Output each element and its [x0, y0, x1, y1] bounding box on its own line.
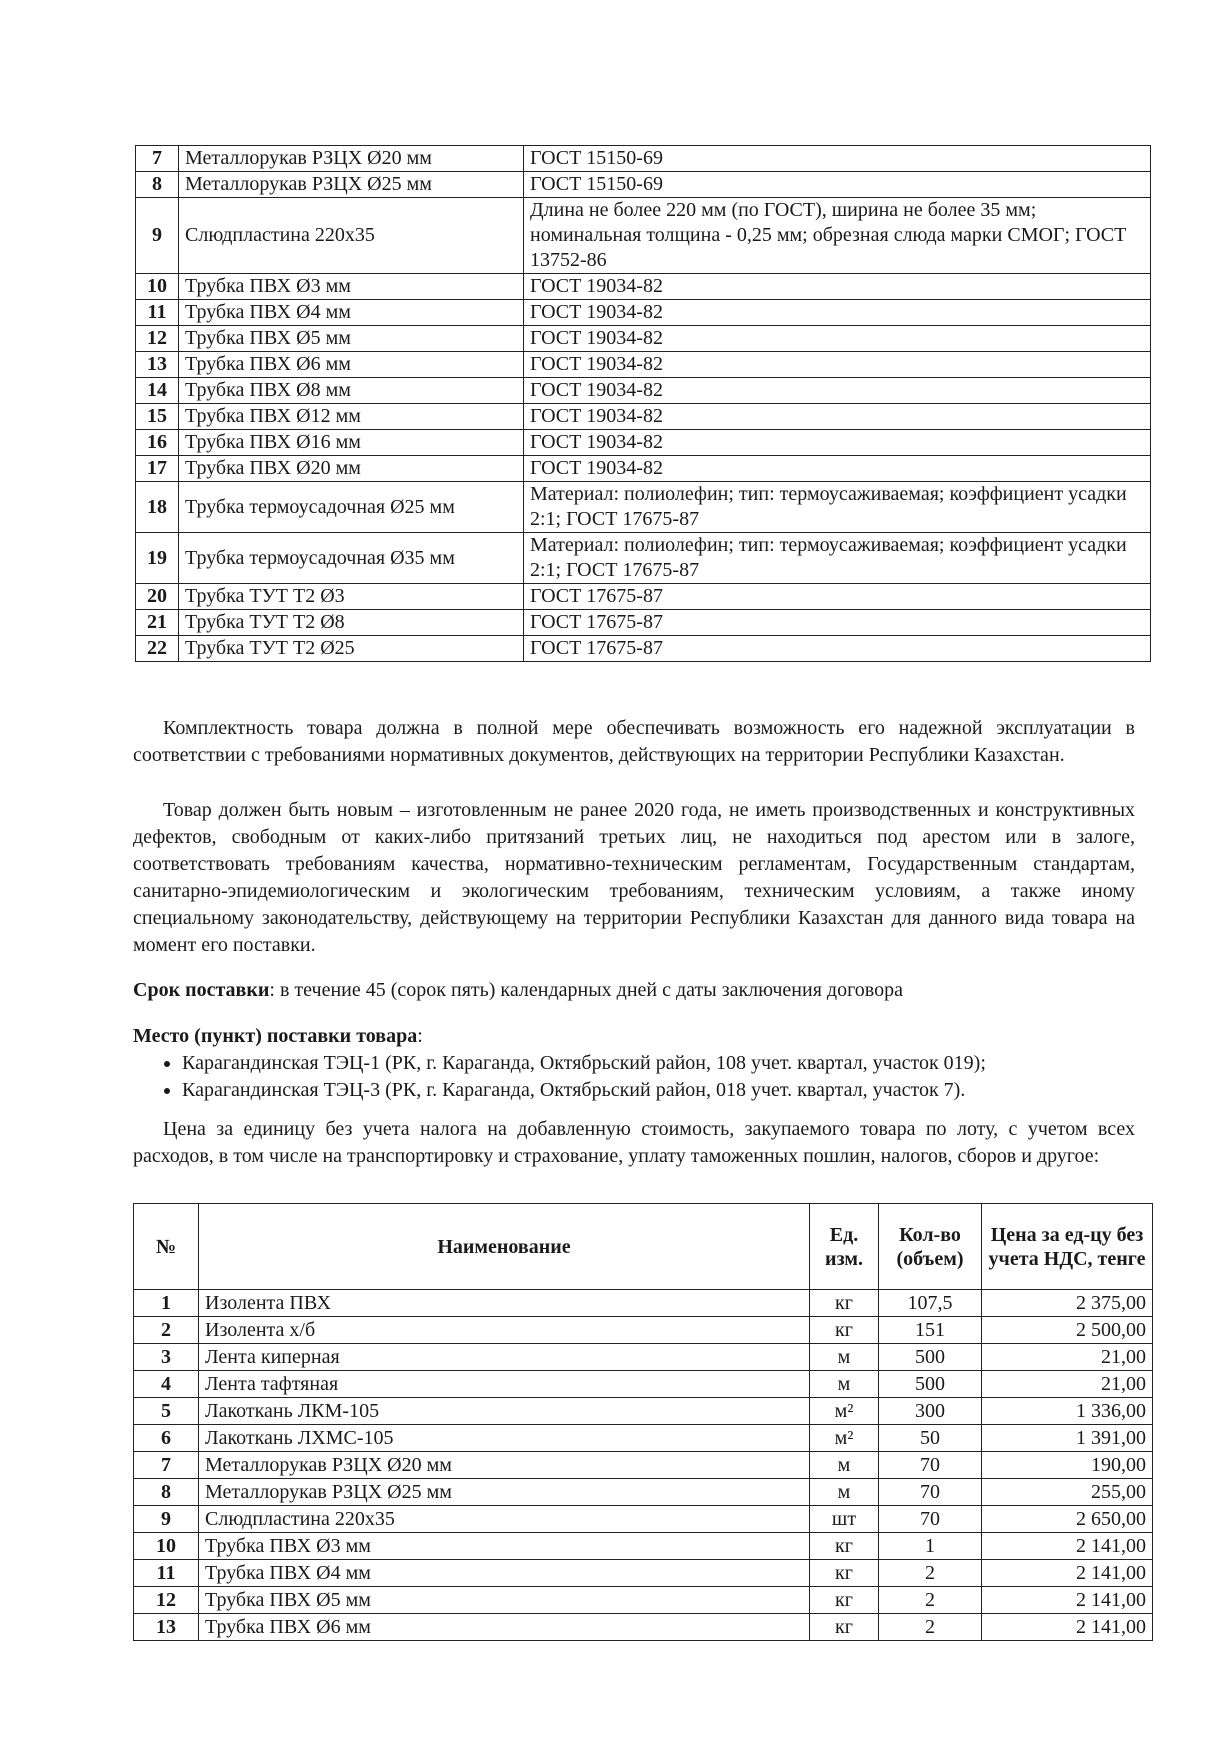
- spec-table-row: [136, 146, 1151, 172]
- price-row-unit: шт: [810, 1506, 879, 1533]
- price-row-qty: 151: [879, 1317, 982, 1344]
- completeness-paragraph: Комплектность товара должна в полной мере обеспечивать возможность его надежной эксплуатации в соответствии с требованиями нормативных документов, действующих на территории Республики Казахстан.: [133, 717, 1135, 766]
- spec-row-name: Трубка ПВХ Ø6 мм: [179, 352, 524, 378]
- price-table-row: [134, 1614, 1153, 1641]
- spec-row-name: Трубка ТУТ Т2 Ø8: [179, 610, 524, 636]
- price-table-row: [134, 1344, 1153, 1371]
- header-name: Наименование: [199, 1204, 810, 1290]
- price-row-price: 255,00: [982, 1479, 1153, 1506]
- spec-row-name: Трубка ПВХ Ø12 мм: [179, 404, 524, 430]
- price-row-number: 4: [134, 1371, 199, 1398]
- header-price: Цена за ед-цу без учета НДС, тенге: [982, 1204, 1153, 1290]
- spec-row-standard: ГОСТ 17675-87: [524, 636, 1151, 662]
- price-row-qty: 2: [879, 1587, 982, 1614]
- price-table-row: [134, 1425, 1153, 1452]
- price-row-number: 3: [134, 1344, 199, 1371]
- spec-row-number: 8: [136, 172, 179, 198]
- price-row-name: Трубка ПВХ Ø5 мм: [199, 1587, 810, 1614]
- spec-table-row: [136, 300, 1151, 326]
- price-table-row: [134, 1371, 1153, 1398]
- price-row-qty: 300: [879, 1398, 982, 1425]
- price-row-name: Слюдпластина 220х35: [199, 1506, 810, 1533]
- price-row-name: Лакоткань ЛХМС-105: [199, 1425, 810, 1452]
- price-row-name: Лакоткань ЛКМ-105: [199, 1398, 810, 1425]
- spec-row-number: 18: [136, 482, 179, 533]
- price-table-header-row: [134, 1204, 1153, 1290]
- delivery-term-label: Срок поставки: [133, 979, 270, 1001]
- price-table: [133, 1203, 1153, 1641]
- spec-row-name: Металлорукав РЗЦХ Ø25 мм: [179, 172, 524, 198]
- price-row-price: 2 650,00: [982, 1506, 1153, 1533]
- spec-row-name: Трубка ПВХ Ø5 мм: [179, 326, 524, 352]
- spec-row-standard: ГОСТ 19034-82: [524, 352, 1151, 378]
- price-row-qty: 2: [879, 1560, 982, 1587]
- price-row-unit: м: [810, 1371, 879, 1398]
- price-table-body: [134, 1290, 1153, 1641]
- spec-table-row: [136, 584, 1151, 610]
- specification-table-body: [136, 146, 1151, 662]
- price-row-number: 7: [134, 1452, 199, 1479]
- price-row-unit: м²: [810, 1398, 879, 1425]
- price-row-number: 11: [134, 1560, 199, 1587]
- spec-row-standard: ГОСТ 15150-69: [524, 172, 1151, 198]
- price-row-name: Трубка ПВХ Ø4 мм: [199, 1560, 810, 1587]
- price-row-name: Трубка ПВХ Ø3 мм: [199, 1533, 810, 1560]
- spec-table-row: [136, 636, 1151, 662]
- price-row-qty: 70: [879, 1506, 982, 1533]
- spec-row-number: 17: [136, 456, 179, 482]
- price-row-price: 2 375,00: [982, 1290, 1153, 1317]
- delivery-place-item: • Карагандинская ТЭЦ-1 (РК, г. Караганда, Октябрьский район, 108 учет. квартал, участок 019);: [182, 1050, 986, 1077]
- spec-row-name: Трубка ПВХ Ø16 мм: [179, 430, 524, 456]
- price-row-unit: м: [810, 1479, 879, 1506]
- price-table-row: [134, 1560, 1153, 1587]
- spec-row-number: 10: [136, 274, 179, 300]
- spec-row-standard: ГОСТ 19034-82: [524, 300, 1151, 326]
- price-row-price: 1 336,00: [982, 1398, 1153, 1425]
- price-row-unit: кг: [810, 1317, 879, 1344]
- price-row-price: 2 141,00: [982, 1614, 1153, 1641]
- price-row-number: 5: [134, 1398, 199, 1425]
- spec-table-row: [136, 482, 1151, 533]
- price-row-name: Лента тафтяная: [199, 1371, 810, 1398]
- price-table-row: [134, 1479, 1153, 1506]
- spec-row-standard: Материал: полиолефин; тип: термоусаживаемая; коэффициент усадки 2:1; ГОСТ 17675-87: [524, 482, 1151, 533]
- spec-table-row: [136, 378, 1151, 404]
- spec-row-number: 19: [136, 533, 179, 584]
- delivery-place-colon: :: [417, 1025, 423, 1047]
- price-row-name: Лента киперная: [199, 1344, 810, 1371]
- specification-table: [135, 145, 1151, 662]
- price-row-unit: м: [810, 1344, 879, 1371]
- price-row-unit: м²: [810, 1425, 879, 1452]
- spec-row-standard: ГОСТ 15150-69: [524, 146, 1151, 172]
- spec-table-row: [136, 456, 1151, 482]
- price-row-qty: 70: [879, 1479, 982, 1506]
- price-row-price: 2 141,00: [982, 1560, 1153, 1587]
- spec-row-name: Трубка ПВХ Ø20 мм: [179, 456, 524, 482]
- delivery-term-text: : в течение 45 (сорок пять) календарных дней с даты заключения договора: [269, 979, 903, 1001]
- price-table-row: [134, 1533, 1153, 1560]
- spec-table-row: [136, 326, 1151, 352]
- spec-table-row: [136, 172, 1151, 198]
- price-table-row: [134, 1317, 1153, 1344]
- delivery-place-label: Место (пункт) поставки товара: [133, 1025, 418, 1047]
- price-row-name: Изолента х/б: [199, 1317, 810, 1344]
- price-row-price: 2 141,00: [982, 1587, 1153, 1614]
- price-row-number: 8: [134, 1479, 199, 1506]
- spec-row-number: 11: [136, 300, 179, 326]
- spec-row-standard: ГОСТ 17675-87: [524, 610, 1151, 636]
- spec-row-number: 20: [136, 584, 179, 610]
- price-row-price: 2 141,00: [982, 1533, 1153, 1560]
- price-row-qty: 50: [879, 1425, 982, 1452]
- spec-table-row: [136, 610, 1151, 636]
- new-goods-paragraph: Товар должен быть новым – изготовленным не ранее 2020 года, не иметь производственных и конструктивных дефектов, свободным от каких-либо притязаний третьих лиц, не находиться под арестом или в залоге, соответствовать требованиям качества, нормативно-техническим регламентам, Государственным стандартам, санитарно-эпидемиологическим и экологическим требованиям, техническим условиям, а также иному специальному законодательству, действующему на территории Республики Казахстан для данного вида товара на момент его поставки.: [133, 799, 1135, 956]
- price-row-unit: кг: [810, 1587, 879, 1614]
- price-row-number: 1: [134, 1290, 199, 1317]
- spec-row-number: 14: [136, 378, 179, 404]
- price-table-row: [134, 1587, 1153, 1614]
- price-row-name: Металлорукав РЗЦХ Ø25 мм: [199, 1479, 810, 1506]
- delivery-place-heading: [133, 1023, 1135, 1050]
- spec-row-name: Металлорукав РЗЦХ Ø20 мм: [179, 146, 524, 172]
- spec-row-name: Трубка термоусадочная Ø25 мм: [179, 482, 524, 533]
- spec-row-standard: Длина не более 220 мм (по ГОСТ), ширина не более 35 мм; номинальная толщина - 0,25 мм; обрезная слюда марки СМОГ; ГОСТ 13752-86: [524, 198, 1151, 274]
- price-row-number: 10: [134, 1533, 199, 1560]
- price-row-name: Металлорукав РЗЦХ Ø20 мм: [199, 1452, 810, 1479]
- price-row-name: Трубка ПВХ Ø6 мм: [199, 1614, 810, 1641]
- price-row-name: Изолента ПВХ: [199, 1290, 810, 1317]
- price-row-number: 9: [134, 1506, 199, 1533]
- price-intro-paragraph: Цена за единицу без учета налога на добавленную стоимость, закупаемого товара по лоту, с учетом всех расходов, в том числе на транспортировку и страхование, уплату таможенных пошлин, налогов, сборов и другое:: [133, 1118, 1135, 1167]
- spec-row-number: 12: [136, 326, 179, 352]
- spec-row-standard: ГОСТ 19034-82: [524, 378, 1151, 404]
- header-unit: Ед. изм.: [810, 1204, 879, 1290]
- spec-row-name: Трубка ПВХ Ø8 мм: [179, 378, 524, 404]
- price-row-price: 21,00: [982, 1371, 1153, 1398]
- price-table-row: [134, 1398, 1153, 1425]
- spec-row-number: 13: [136, 352, 179, 378]
- spec-row-standard: Материал: полиолефин; тип: термоусаживаемая; коэффициент усадки 2:1; ГОСТ 17675-87: [524, 533, 1151, 584]
- spec-row-standard: ГОСТ 19034-82: [524, 326, 1151, 352]
- spec-table-row: [136, 533, 1151, 584]
- spec-row-number: 22: [136, 636, 179, 662]
- price-row-qty: 500: [879, 1344, 982, 1371]
- spec-row-name: Трубка ТУТ Т2 Ø3: [179, 584, 524, 610]
- price-row-qty: 500: [879, 1371, 982, 1398]
- price-row-qty: 1: [879, 1533, 982, 1560]
- price-table-row: [134, 1506, 1153, 1533]
- spec-row-name: Трубка ПВХ Ø3 мм: [179, 274, 524, 300]
- delivery-term: [133, 977, 1135, 1004]
- spec-table-row: [136, 198, 1151, 274]
- price-row-number: 2: [134, 1317, 199, 1344]
- spec-row-name: Трубка ТУТ Т2 Ø25: [179, 636, 524, 662]
- spec-row-number: 15: [136, 404, 179, 430]
- spec-row-standard: ГОСТ 19034-82: [524, 404, 1151, 430]
- delivery-place-item: • Карагандинская ТЭЦ-3 (РК, г. Караганда, Октябрьский район, 018 учет. квартал, участок 7).: [182, 1077, 986, 1104]
- spec-row-standard: ГОСТ 19034-82: [524, 430, 1151, 456]
- price-row-number: 13: [134, 1614, 199, 1641]
- spec-table-row: [136, 352, 1151, 378]
- price-row-qty: 2: [879, 1614, 982, 1641]
- spec-row-name: Трубка термоусадочная Ø35 мм: [179, 533, 524, 584]
- spec-row-number: 21: [136, 610, 179, 636]
- price-row-price: 190,00: [982, 1452, 1153, 1479]
- spec-row-number: 9: [136, 198, 179, 274]
- spec-row-standard: ГОСТ 19034-82: [524, 274, 1151, 300]
- spec-row-number: 16: [136, 430, 179, 456]
- spec-table-row: [136, 430, 1151, 456]
- spec-row-name: Трубка ПВХ Ø4 мм: [179, 300, 524, 326]
- delivery-places-list: [160, 1050, 986, 1104]
- spec-table-row: [136, 404, 1151, 430]
- price-row-price: 21,00: [982, 1344, 1153, 1371]
- price-row-number: 12: [134, 1587, 199, 1614]
- price-row-unit: м: [810, 1452, 879, 1479]
- price-row-price: 2 500,00: [982, 1317, 1153, 1344]
- spec-row-number: 7: [136, 146, 179, 172]
- spec-row-standard: ГОСТ 19034-82: [524, 456, 1151, 482]
- spec-table-row: [136, 274, 1151, 300]
- price-table-row: [134, 1290, 1153, 1317]
- price-row-price: 1 391,00: [982, 1425, 1153, 1452]
- price-row-qty: 107,5: [879, 1290, 982, 1317]
- header-num: №: [134, 1204, 199, 1290]
- price-row-unit: кг: [810, 1533, 879, 1560]
- price-row-qty: 70: [879, 1452, 982, 1479]
- price-row-number: 6: [134, 1425, 199, 1452]
- header-qty: Кол-во (объем): [879, 1204, 982, 1290]
- price-row-unit: кг: [810, 1290, 879, 1317]
- spec-row-standard: ГОСТ 17675-87: [524, 584, 1151, 610]
- price-row-unit: кг: [810, 1560, 879, 1587]
- spec-row-name: Слюдпластина 220х35: [179, 198, 524, 274]
- price-row-unit: кг: [810, 1614, 879, 1641]
- price-table-row: [134, 1452, 1153, 1479]
